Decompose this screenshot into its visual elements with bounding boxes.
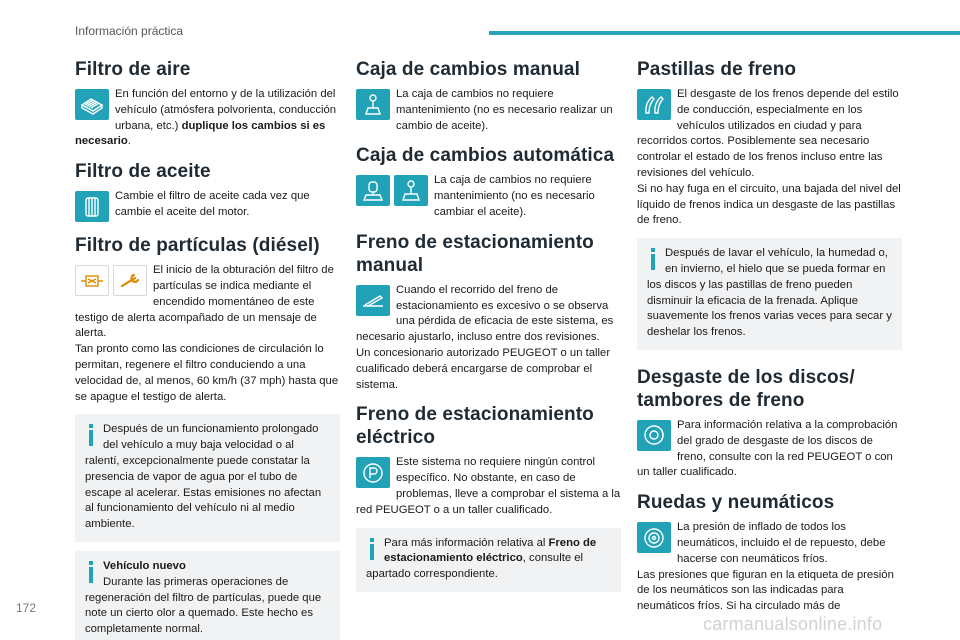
page-number: 172 bbox=[16, 601, 37, 615]
filtro-aire-emphasis: duplique los cambios si es necesario bbox=[75, 119, 326, 148]
running-header: Información práctica bbox=[75, 24, 184, 38]
info-icon bbox=[369, 538, 375, 560]
caja-manual-text: La caja de cambios no requiere mantenimiento (no es necesario realizar un cambio de aceite). bbox=[396, 88, 613, 132]
info-note-vapor bbox=[75, 414, 340, 542]
brake-disc-icon bbox=[637, 420, 671, 451]
pastillas-text-1: El desgaste de los frenos depende del estilo de conducción, especialmente en los vehículos utilizados en ciudad y para recorridos cortos. Posiblemente sea necesario controlar el estado de los frenos incluso entre las revisiones del vehículo. bbox=[637, 88, 899, 179]
section-title-discos: Desgaste de los discos/ tambores de freno bbox=[637, 366, 855, 411]
caja-automatica-text: La caja de cambios no requiere mantenimiento (no es necesario cambiar el aceite). bbox=[434, 174, 595, 218]
ruedas-text-2: Las presiones que figuran en la etiqueta de presión de los neumáticos son las indicadas para neumáticos fríos. Si ha circulado más de bbox=[637, 568, 894, 613]
handbrake-icon-group bbox=[356, 285, 390, 316]
freno-electrico-text: Este sistema no requiere ningún control específico. No obstante, en caso de problemas, lleve a comprobar el sistema a la red PEUGEOT o a un taller cualificado. bbox=[356, 456, 621, 516]
info-note-vehiculo-nuevo bbox=[75, 551, 340, 640]
section-title-caja-automatica: Caja de cambios automática bbox=[356, 145, 615, 167]
manual-gearbox-icon bbox=[356, 89, 390, 120]
note-lavado-text: Después de lavar el vehículo, la humedad o, en invierno, el hielo que se pueda formar en los discos y las pastillas de freno pueden disminuir la eficacia de la frenada. Aplique suavemente los frenos varias veces para secar y deshelar los frenos. bbox=[647, 247, 892, 339]
info-icon bbox=[88, 561, 94, 583]
section-body-filtro-aire bbox=[75, 87, 340, 150]
note-vapor-text: Después de un funcionamiento prolongado del vehículo a muy baja velocidad o al ralentí, excepcionalmente puede constatar la presencia de vapor de agua por el tubo de escape al acelerar. Estas emisiones no afectan al funcionamiento del vehículo ni al medio ambiente. bbox=[85, 423, 322, 531]
electric-parking-brake-icon-group bbox=[356, 457, 390, 488]
section-title-filtro-particulas: Filtro de partículas (diésel) bbox=[75, 235, 320, 257]
tyre-icon-group bbox=[637, 522, 671, 553]
brake-disc-icon-group bbox=[637, 420, 671, 451]
filtro-aire-text: En función del entorno y de la utilización del vehículo (atmósfera polvorienta, conducción urbana, etc.) bbox=[115, 88, 337, 132]
pastillas-text-2: Si no hay fuga en el circuito, una bajada del nivel del líquido de frenos indica un desgaste de las pastillas de freno. bbox=[637, 182, 901, 227]
particle-filter-warning-icon bbox=[75, 265, 109, 296]
section-body-caja-manual bbox=[356, 87, 621, 134]
brake-pads-icon bbox=[637, 89, 671, 120]
freno-manual-text-1: Cuando el recorrido del freno de estacionamiento es excesivo o se observa una pérdida de eficacia de este sistema, es necesario ajustarlo, incluso entre dos revisiones. bbox=[356, 283, 614, 344]
section-body-freno-manual bbox=[356, 283, 621, 394]
note-vehiculo-nuevo-text: Durante las primeras operaciones de regeneración del filtro de partículas, puede que note un cierto olor a quemado. Este hecho es completamente normal. bbox=[85, 575, 322, 636]
filtro-particulas-text-2: Tan pronto como las condiciones de circulación lo permitan, regenere el filtro conduciendo a una velocidad de, al menos, 60 km/h (37 mph) hasta que se apague el testigo de alerta. bbox=[75, 343, 339, 403]
electric-parking-brake-icon bbox=[356, 457, 390, 488]
section-title-ruedas: Ruedas y neumáticos bbox=[637, 492, 835, 514]
wrench-icon bbox=[113, 265, 147, 296]
note-freno-end: , consulte el apartado correspondiente. bbox=[366, 552, 584, 581]
info-note-lavado bbox=[637, 238, 902, 350]
section-title-pastillas: Pastillas de freno bbox=[637, 59, 797, 80]
column-1 bbox=[75, 50, 340, 640]
discos-text: Para información relativa a la comprobación del grado de desgaste de los discos de freno, consulte con la red PEUGEOT o con un taller cualificado. bbox=[637, 418, 898, 479]
ruedas-text-1: La presión de inflado de todos los neumáticos, incluido el de repuesto, debe hacerse con neumáticos fríos. bbox=[677, 521, 886, 565]
note-freno-text: Para más información relativa al bbox=[384, 536, 549, 549]
section-title-filtro-aceite: Filtro de aceite bbox=[75, 161, 211, 183]
section-body-filtro-aceite bbox=[75, 189, 340, 224]
section-body-discos bbox=[637, 418, 902, 481]
watermark: carmanualsonline.info bbox=[703, 614, 883, 634]
header-accent-bar bbox=[489, 31, 960, 35]
column-2 bbox=[356, 50, 621, 596]
particle-filter-icon-group bbox=[75, 265, 147, 296]
freno-manual-text-2: Un concesionario autorizado PEUGEOT o un taller cualificado deberá encargarse de comprobar el sistema. bbox=[356, 346, 611, 391]
filtro-aire-end: . bbox=[127, 135, 131, 148]
note-vehiculo-nuevo-title: Vehículo nuevo bbox=[103, 559, 186, 572]
section-body-filtro-particulas bbox=[75, 263, 340, 405]
air-filter-icon bbox=[75, 89, 109, 120]
handbrake-lever-icon bbox=[356, 285, 390, 316]
tyre-icon bbox=[637, 522, 671, 553]
section-title-filtro-aire: Filtro de aire bbox=[75, 59, 191, 80]
info-icon bbox=[88, 424, 94, 446]
section-body-caja-automatica bbox=[356, 173, 621, 220]
section-body-freno-electrico bbox=[356, 455, 621, 518]
section-title-caja-manual: Caja de cambios manual bbox=[356, 59, 580, 80]
note-freno-emphasis: Freno de estacionamiento eléctrico bbox=[384, 536, 597, 565]
column-3 bbox=[637, 50, 902, 615]
section-body-ruedas bbox=[637, 520, 902, 615]
section-title-freno-electrico: Freno de estacionamiento eléctrico bbox=[356, 404, 594, 449]
automatic-gearbox-icon-group bbox=[356, 175, 428, 206]
brake-pads-icon-group bbox=[637, 89, 671, 120]
info-note-freno-electrico bbox=[356, 528, 621, 592]
section-body-pastillas bbox=[637, 87, 902, 229]
automatic-gearbox-icon bbox=[356, 175, 390, 206]
info-icon bbox=[650, 248, 656, 270]
oil-filter-icon-group bbox=[75, 191, 109, 222]
section-title-freno-manual: Freno de estacionamiento manual bbox=[356, 231, 594, 276]
manual-gearbox-icon-group bbox=[356, 89, 390, 120]
air-filter-icon-group bbox=[75, 89, 109, 120]
filtro-particulas-text-1: El inicio de la obturación del filtro de partículas se indica mediante el encendido momentáneo de este testigo de alerta acompañado de un mensaje de alerta. bbox=[75, 264, 334, 340]
automatic-gearbox-selector-icon bbox=[394, 175, 428, 206]
filtro-aceite-text: Cambie el filtro de aceite cada vez que cambie el aceite del motor. bbox=[115, 190, 310, 218]
oil-filter-icon bbox=[75, 191, 109, 222]
